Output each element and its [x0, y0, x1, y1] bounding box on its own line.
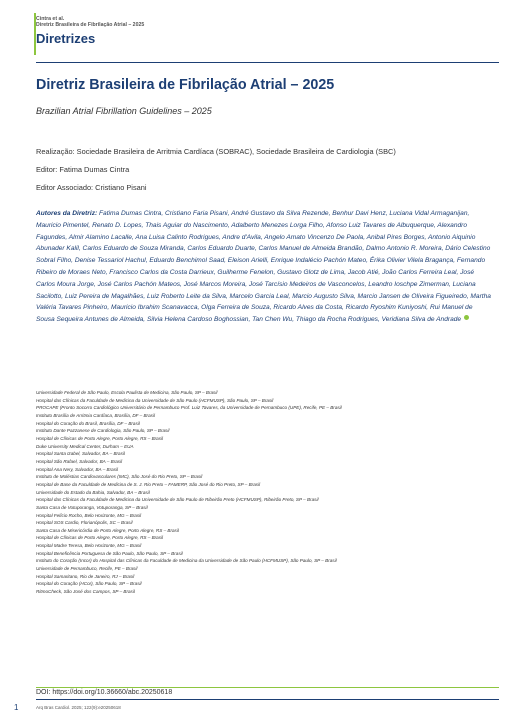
- affiliation-item: Hospital de Base da Faculdade de Medicina de S. J. Rio Preto – FAMERP, São José do Rio Preto, SP – Brasil: [36, 481, 261, 487]
- editor-line: Editor: Fatima Dumas Cintra: [36, 165, 130, 174]
- affiliation-item: Hospital do Coração do Brasil, Brasília, DF – Brasil: [36, 420, 140, 426]
- affiliation-item: Hospital Ana Nery, Salvador, BA – Brasil: [36, 466, 119, 472]
- affiliation-item: Universidade do Estado da Bahia, Salvador, BA – Brasil: [36, 489, 150, 495]
- affiliation-item: Hospital das Clínicas da Faculdade de Medicina da Universidade de São Paulo de Ribeirão Preto (HCFMUSP), Ribeirão Preto, SP – Brasil: [36, 497, 319, 503]
- affiliation-item: Hospital de Clínicas de Porto Alegre, Porto Alegre, RS – Brasil: [36, 435, 164, 441]
- header-divider: [36, 62, 499, 63]
- affiliation-item: RitmoCheck, São José dos Campos, SP – Brasil: [36, 589, 135, 595]
- affiliation-item: Instituto do Coração (Incor) do Hospital das Clínicas da Faculdade de Medicina da Universidade de São Paulo (HCFMUSP), São Paulo, SP – Brasil: [36, 558, 337, 564]
- header-running-title: Diretriz Brasileira de Fibrilação Atrial – 2025: [36, 22, 145, 29]
- affiliation-item: Instituto de Moléstias Cardiovasculares (IMC), São José do Rio Preto, SP – Brasil: [36, 474, 203, 480]
- authors-label: Autores da Diretriz:: [36, 210, 98, 217]
- affiliation-item: Instituto Dante Pazzanese de Cardiologia, São Paulo, SP – Brasil: [36, 428, 170, 434]
- page-subtitle: Brazilian Atrial Fibrillation Guidelines – 2025: [36, 106, 212, 116]
- affiliation-item: Universidade de Pernambuco, Recife, PE – Brasil: [36, 566, 138, 572]
- realizacao-line: Realização: Sociedade Brasileira de Arritmia Cardíaca (SOBRAC), Sociedade Brasileira de Cardiologia (SBC): [36, 147, 396, 156]
- affiliation-item: PROCAPE (Pronto Socorro Cardiológico Universitário de Pernambuco Prof. Luiz Tavares, da Universidade de Pernambuco (UPE), Recife, PE – Brasil: [36, 405, 342, 411]
- authors-list: Fatima Dumas Cintra, Cristiano Faria Pisani, André Gustavo da Silva Rezende, Benhur Davi Henz, Luciana Vidal Armaganijan, Mauricio Pimentel, Renato D. Lopes, Thais Aguiar do Nascimento, Adalberto Menezes Lorga Filho, Afonso Luiz Tavares de Albuquerque, Alexandro Fagundes, Almir Alamino Lacalle, Ana Luisa Calinto Rodrigues, Andre d'Avila, Angelo Amato Vincenzo De Paola, Anibal Pires Borges, Antonio Aiquinio Abunader Kalil, Carlos Eduardo de Souza Miranda, Carlos Eduardo Duarte, Carlos Manuel de Almeida Brandão, Dalmo Antonio R. Moreira, Dário Celestino Sobral Filho, Denise Tessariol Hachul, Eduardo Benchimol Saad, Eleison Arielli, Enrique Indalécio Pachón Mateo, Érika Olivier Vilela Bragança, Fernando Ribeiro de Moraes Neto, Francisco Carlos da Costa Darrieux, Guilherme Fenelon, Gustavo Glotz de Lima, Jacob Atié, João Carlos Ferreira Leal, José Carlos Moura Jorge, José Carlos Pachón Mateos, José Marcos Moreira, José Tarcísio Medeiros de Vasconcelos, Leandro Ioschpe Zimerman, Luciana Sacilotto, Luiz Pereira de Magalhães, Luiz Roberto Leite da Silva, Marcelo Garcia Leal, Marcio Augusto Silva, Marcio Jansen de Oliveira Figueiredo, Martha Valéria Tavares Pinheiro, Mauricio Ibrahim Scanavacca, Olga Ferreira de Souza, Ricardo Alves da Costa, Ricardo Ryoshim Kuniyoshi, Rui Manuel de Sousa Sequeira Antunes de Almeida, Silvia Helena Cardoso Boghossian, Tan Chen Wu, Thiago da Rocha Rodrigues, Veridiana Silva de Andrade: [36, 210, 491, 324]
- affiliation-item: Santa Casa de Misericórdia de Porto Alegre, Porto Alegre, RS – Brasil: [36, 527, 179, 533]
- publication-meta: [36, 143, 396, 197]
- page-title: Diretriz Brasileira de Fibrilação Atrial – 2025: [36, 77, 335, 93]
- affiliations-list: [36, 389, 496, 596]
- page-number: 1: [14, 703, 19, 712]
- affiliation-item: Santa Casa de Votuporanga, Votuporanga, SP – Brasil: [36, 504, 148, 510]
- affiliation-item: Hospital Beneficência Portuguesa de São Paulo, São Paulo, SP – Brasil: [36, 550, 183, 556]
- section-label: Diretrizes: [36, 30, 96, 46]
- header-authors: Cintra et al.: [36, 16, 65, 22]
- affiliation-item: Hospital Santa Izabel, Salvador, BA – Brasil: [36, 451, 125, 457]
- associate-editor-line: Editor Associado: Cristiano Pisani: [36, 183, 147, 192]
- authors-block: [36, 208, 492, 326]
- affiliation-item: Hospital das Clínicas da Faculdade de Medicina da Universidade de São Paulo (HCFMUSP), São Paulo, SP – Brasil: [36, 397, 274, 403]
- affiliation-item: Universidade Federal de São Paulo, Escola Paulista de Medicina, São Paulo, SP – Brasil: [36, 390, 218, 395]
- affiliation-item: Hospital de Clínicas de Porto Alegre, Porto Alegre, RS – Brasil: [36, 535, 164, 541]
- journal-reference: Arq Bras Cardiol. 2025; 122(9):e20250618: [36, 705, 121, 710]
- orcid-icon[interactable]: [464, 315, 469, 320]
- affiliation-item: Hospital SOS Cardio, Florianópolis, SC – Brasil: [36, 520, 133, 526]
- affiliation-item: Hospital Madre Teresa, Belo Horizonte, MG – Brasil: [36, 543, 142, 549]
- affiliation-item: Duke University Medical Center, Durham – EUA: [36, 443, 134, 449]
- affiliation-item: Instituto Brasília de Arritmia Cardíaca, Brasília, DF – Brasil: [36, 412, 155, 418]
- doi-link[interactable]: DOI: https://doi.org/10.36660/abc.20250618: [36, 689, 173, 696]
- running-header: [36, 16, 496, 46]
- affiliation-item: Hospital do Coração (HCor), São Paulo, SP – Brasil: [36, 581, 142, 587]
- affiliation-item: Hospital Samaritano, Rio de Janeiro, RJ – Brasil: [36, 573, 135, 579]
- affiliation-item: Hospital Felício Rocho, Belo Horizonte, MG – Brasil: [36, 512, 142, 518]
- affiliation-item: Hospital São Rafael, Salvador, BA – Brasil: [36, 458, 123, 464]
- doi-divider: [36, 687, 499, 688]
